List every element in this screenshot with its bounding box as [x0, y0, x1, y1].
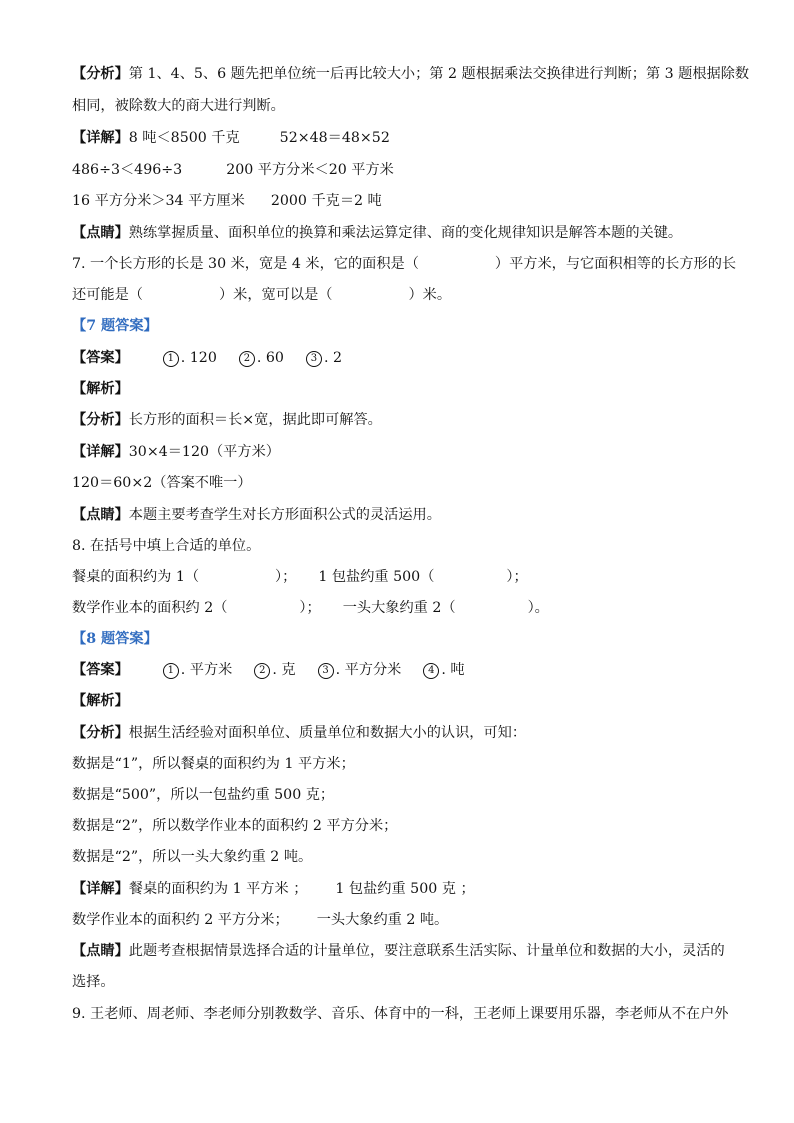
comment-label: 【点睛】: [72, 225, 129, 241]
analysis-row: [72, 723, 724, 743]
answer-item: 2 . 克: [254, 660, 295, 680]
comment-label: 【点睛】: [72, 507, 129, 523]
circled-number: 1: [163, 663, 179, 679]
question-text: ）。: [527, 600, 549, 616]
question-text: ）；: [275, 569, 297, 585]
question-text: 一头大象约重 2（: [342, 600, 456, 616]
answer-item: 3 . 2: [306, 348, 342, 368]
comment-text: 熟练掌握质量、面积单位的换算和乘法运算定律、商的变化规律知识是解答本题的关键。: [128, 225, 683, 241]
answer-item: 1 . 120: [163, 348, 217, 368]
answer-heading-8: 【8 题答案】: [72, 631, 158, 647]
circled-number: 3: [318, 663, 334, 679]
answer-label: 【答案】: [72, 662, 129, 678]
detail-text: 200 平方分米＜20 平方米: [226, 162, 394, 178]
comment-label: 【点睛】: [72, 943, 129, 959]
detail-text: 2000 千克＝2 吨: [270, 193, 382, 209]
detail-text: 一头大象约重 2 吨。: [316, 912, 449, 928]
question-text: ）；: [506, 569, 528, 585]
answer-label: 【答案】: [72, 350, 129, 366]
jiexi-label-7: 【解析】: [72, 381, 129, 397]
detail-row: [72, 879, 724, 899]
analysis-label: 【分析】: [72, 725, 129, 741]
circled-number: 2: [239, 351, 255, 367]
detail-label: 【详解】: [72, 444, 129, 460]
reason-text: 数据是“2”，所以一头大象约重 2 吨。: [72, 849, 313, 865]
comment-text: 本题主要考查学生对长方形面积公式的灵活运用。: [128, 507, 441, 523]
reason-text: 数据是“2”，所以数学作业本的面积约 2 平方分米；: [72, 818, 398, 834]
answer-item: 4 . 吨: [423, 660, 464, 680]
answer-item: 2 . 60: [239, 348, 284, 368]
detail-row: [72, 910, 724, 930]
analysis-row: [72, 64, 750, 84]
question-text: ）平方米，与它面积相等的长方形的长: [494, 256, 737, 272]
question-text: 还可能是（: [72, 287, 143, 303]
analysis-text: 长方形的面积＝长×宽，据此即可解答。: [128, 412, 382, 428]
analysis-text: 第 1、4、5、6 题先把单位统一后再比较大小；第 2 题根据乘法交换律进行判断；第 3 题根据除数: [128, 66, 750, 82]
comment-row: [72, 505, 724, 525]
detail-row: [72, 191, 724, 211]
circled-number: 3: [306, 351, 322, 367]
question-8-row1: [72, 567, 724, 587]
analysis-text: 根据生活经验对面积单位、质量单位和数据大小的认识，可知：: [128, 725, 527, 741]
question-text: ）米。: [408, 287, 452, 303]
question-8: 8. 在括号中填上合适的单位。: [72, 538, 261, 554]
question-7: [72, 254, 737, 274]
detail-label: 【详解】: [72, 881, 129, 897]
comment-text: 此题考查根据情景选择合适的计量单位，要注意联系生活实际、计量单位和数据的大小，灵活的: [128, 943, 725, 959]
question-text: 1 包盐约重 500（: [318, 569, 435, 585]
detail-text: 1 包盐约重 500 克 ；: [335, 881, 475, 897]
comment-row: [72, 941, 724, 961]
answer-row-7: [72, 348, 724, 368]
answer-row-8: [72, 660, 724, 680]
comment-row: [72, 223, 724, 243]
reason-text: 数据是“1”，所以餐桌的面积约为 1 平方米；: [72, 756, 355, 772]
detail-text: 30×4＝120（平方米）: [128, 444, 280, 460]
question-text: 数学作业本的面积约 2（: [72, 600, 228, 616]
comment-text-cont: 选择。: [72, 974, 115, 990]
circled-number: 2: [254, 663, 270, 679]
question-7-cont: [72, 285, 724, 305]
jiexi-label-8: 【解析】: [72, 693, 129, 709]
detail-text: 52×48＝48×52: [279, 130, 390, 146]
answer-heading-7: 【7 题答案】: [72, 318, 158, 334]
detail-text: 486÷3＜496÷3: [72, 162, 183, 178]
question-8-row2: [72, 598, 724, 618]
question-text: ）；: [299, 600, 321, 616]
detail-text: 8 吨＜8500 千克: [128, 130, 240, 146]
circled-number: 4: [423, 663, 439, 679]
detail-text: 餐桌的面积约为 1 平方米 ；: [128, 881, 308, 897]
detail-label: 【详解】: [72, 130, 129, 146]
analysis-text-cont: 相同，被除数大的商大进行判断。: [72, 98, 285, 114]
question-text: 餐桌的面积约为 1（: [72, 569, 200, 585]
detail-row: [72, 442, 724, 462]
detail-row: [72, 128, 724, 148]
analysis-label: 【分析】: [72, 412, 129, 428]
question-text: 7. 一个长方形的长是 30 米，宽是 4 米，它的面积是（: [72, 256, 419, 272]
detail-text: 120＝60×2（答案不唯一）: [72, 475, 252, 491]
analysis-row: [72, 410, 724, 430]
detail-row: [72, 160, 724, 180]
analysis-label: 【分析】: [72, 66, 129, 82]
question-9: 9. 王老师、周老师、李老师分别教数学、音乐、体育中的一科，王老师上课要用乐器，李老师从不在户外: [72, 1006, 729, 1022]
question-text: ）米，宽可以是（: [218, 287, 333, 303]
detail-text: 16 平方分米＞34 平方厘米: [72, 193, 245, 209]
reason-text: 数据是“500”，所以一包盐约重 500 克；: [72, 787, 335, 803]
answer-item: 3 . 平方分米: [318, 660, 402, 680]
answer-item: 1 . 平方米: [163, 660, 233, 680]
detail-text: 数学作业本的面积约 2 平方分米；: [72, 912, 289, 928]
circled-number: 1: [163, 351, 179, 367]
